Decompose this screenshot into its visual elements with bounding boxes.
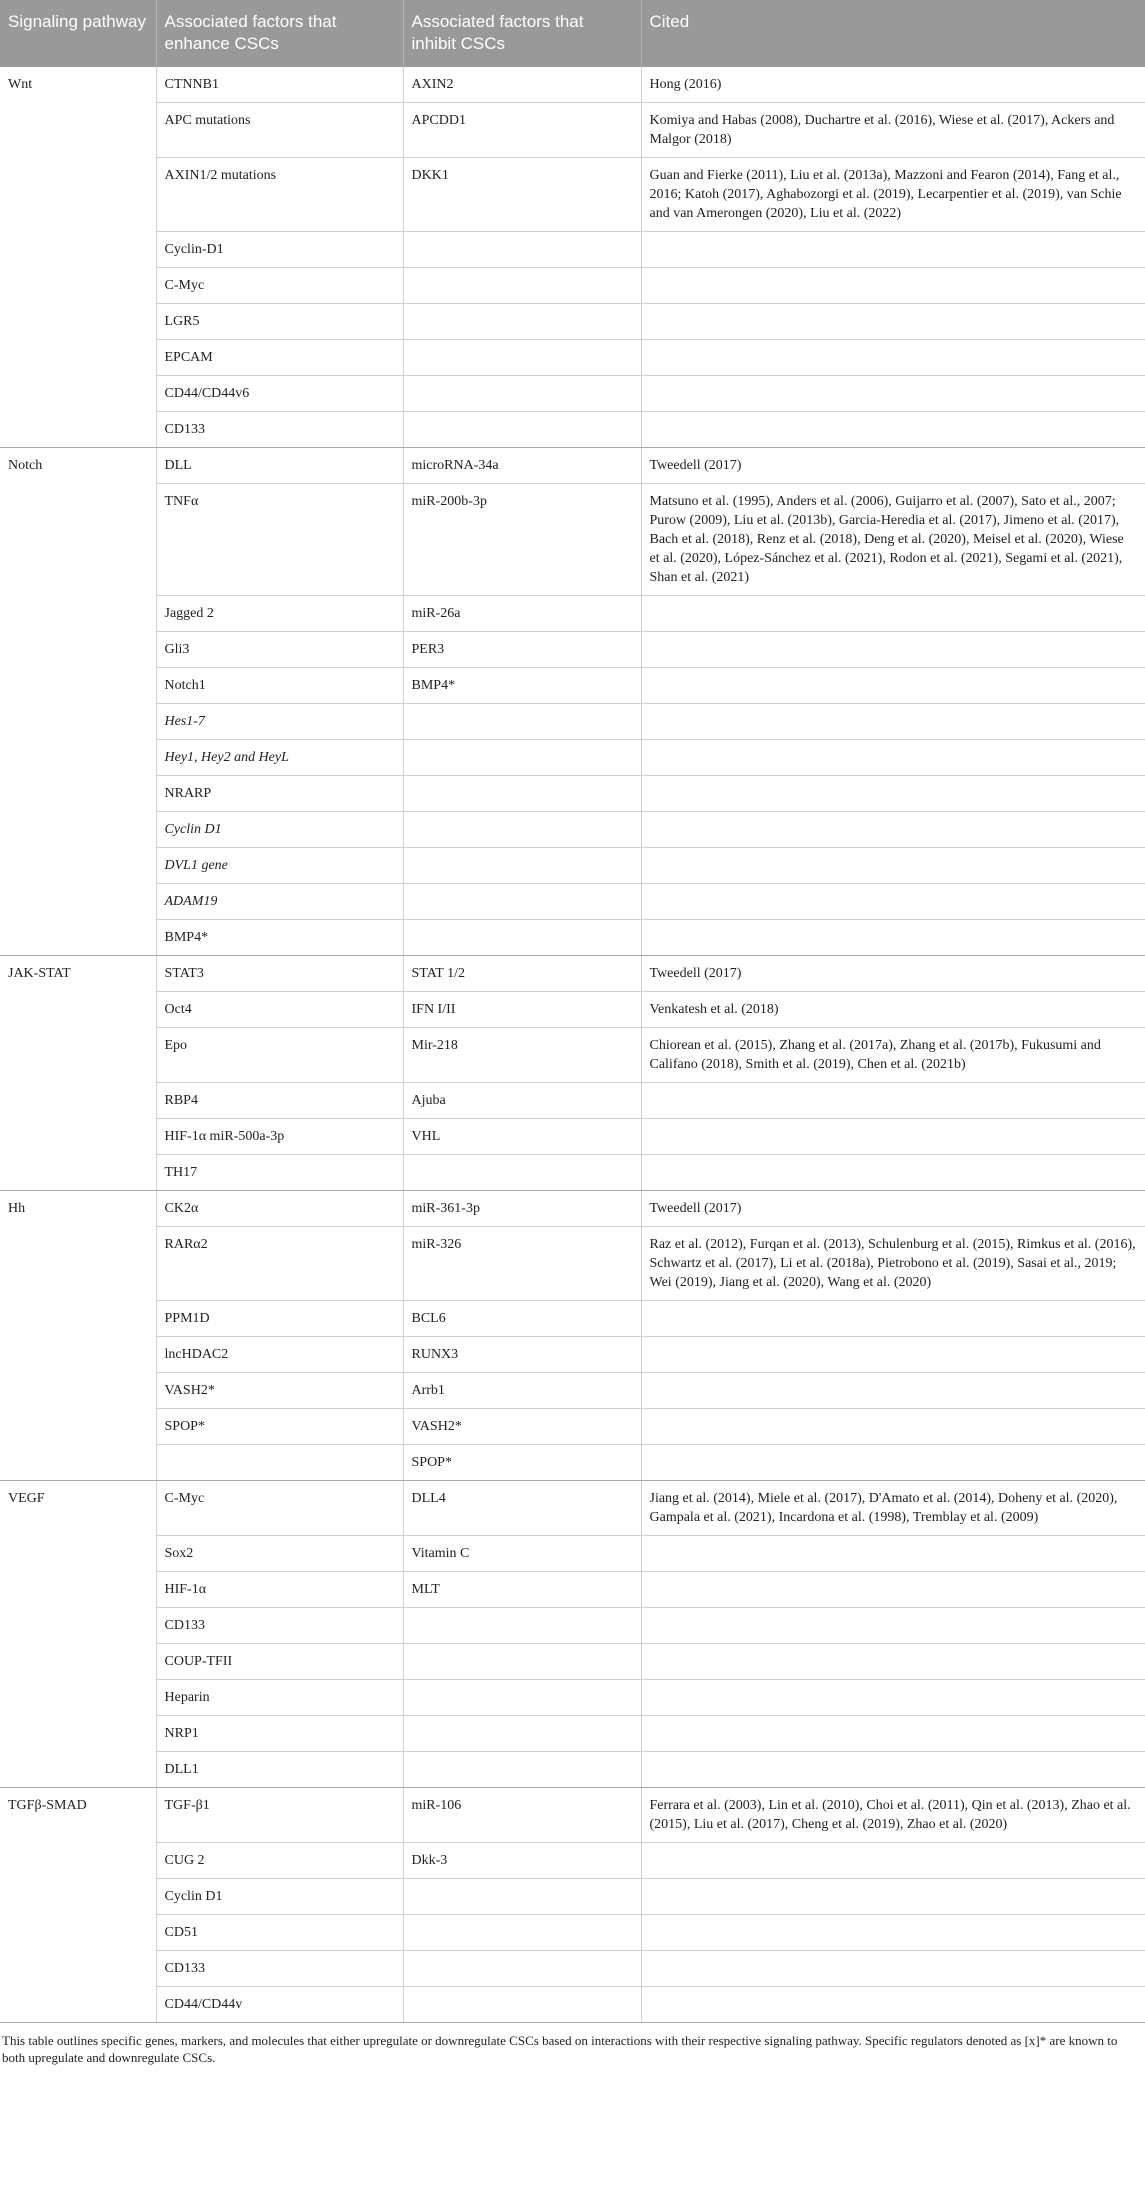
table-row	[0, 1788, 1145, 1843]
header-cited: Cited	[641, 0, 1145, 67]
enhance-cell: EPCAM	[156, 340, 403, 376]
inhibit-cell: Dkk-3	[403, 1843, 641, 1879]
cited-cell: Jiang et al. (2014), Miele et al. (2017), D'Amato et al. (2014), Doheny et al. (2020), Gampala et al. (2021), Incardona et al. (1998), Tremblay et al. (2009)	[641, 1481, 1145, 1536]
inhibit-cell	[403, 1716, 641, 1752]
header-row	[0, 0, 1145, 67]
enhance-cell: LGR5	[156, 304, 403, 340]
inhibit-cell	[403, 1644, 641, 1680]
cited-cell: Tweedell (2017)	[641, 1191, 1145, 1227]
cited-cell	[641, 1608, 1145, 1644]
enhance-cell	[156, 1445, 403, 1481]
cited-cell	[641, 1373, 1145, 1409]
pathway-cell: JAK-STAT	[0, 956, 156, 1191]
cited-cell	[641, 1879, 1145, 1915]
inhibit-cell: Mir-218	[403, 1028, 641, 1083]
cited-cell	[641, 884, 1145, 920]
cited-cell	[641, 1680, 1145, 1716]
inhibit-cell: miR-361-3p	[403, 1191, 641, 1227]
inhibit-cell	[403, 1752, 641, 1788]
inhibit-cell: miR-106	[403, 1788, 641, 1843]
cited-cell	[641, 668, 1145, 704]
inhibit-cell	[403, 1155, 641, 1191]
inhibit-cell	[403, 1879, 641, 1915]
enhance-cell: NRARP	[156, 776, 403, 812]
table-row	[0, 103, 1145, 158]
table-row	[0, 268, 1145, 304]
inhibit-cell	[403, 1608, 641, 1644]
inhibit-cell	[403, 268, 641, 304]
pathway-cell: Notch	[0, 448, 156, 956]
inhibit-cell	[403, 812, 641, 848]
cited-cell	[641, 412, 1145, 448]
pathway-cell: VEGF	[0, 1481, 156, 1788]
cited-cell: Ferrara et al. (2003), Lin et al. (2010), Choi et al. (2011), Qin et al. (2013), Zhao et al. (2015), Liu et al. (2017), Cheng et al. (2019), Zhao et al. (2020)	[641, 1788, 1145, 1843]
enhance-cell: TGF-β1	[156, 1788, 403, 1843]
inhibit-cell: MLT	[403, 1572, 641, 1608]
table-row	[0, 232, 1145, 268]
table-row	[0, 956, 1145, 992]
enhance-cell: Hes1-7	[156, 704, 403, 740]
table-row	[0, 1987, 1145, 2023]
table-row	[0, 1879, 1145, 1915]
inhibit-cell: PER3	[403, 632, 641, 668]
table-row	[0, 1644, 1145, 1680]
table-row	[0, 1752, 1145, 1788]
inhibit-cell	[403, 412, 641, 448]
cited-cell: Chiorean et al. (2015), Zhang et al. (2017a), Zhang et al. (2017b), Fukusumi and Califano (2018), Smith et al. (2019), Chen et al. (2021b)	[641, 1028, 1145, 1083]
enhance-cell: CD133	[156, 412, 403, 448]
enhance-cell: STAT3	[156, 956, 403, 992]
cited-cell	[641, 1409, 1145, 1445]
cited-cell: Raz et al. (2012), Furqan et al. (2013), Schulenburg et al. (2015), Rimkus et al. (2016), Schwartz et al. (2017), Li et al. (2018a), Pietrobono et al. (2019), Sasai et al., 2019; Wei (2019), Jiang et al. (2020), Wang et al. (2020)	[641, 1227, 1145, 1301]
enhance-cell: HIF-1α	[156, 1572, 403, 1608]
inhibit-cell: VHL	[403, 1119, 641, 1155]
cited-cell	[641, 704, 1145, 740]
cited-cell	[641, 1716, 1145, 1752]
cited-cell	[641, 1301, 1145, 1337]
enhance-cell: HIF-1α miR-500a-3p	[156, 1119, 403, 1155]
table-row	[0, 1409, 1145, 1445]
inhibit-cell	[403, 920, 641, 956]
enhance-cell: VASH2*	[156, 1373, 403, 1409]
cited-cell	[641, 776, 1145, 812]
enhance-cell: CK2α	[156, 1191, 403, 1227]
pathway-cell: Hh	[0, 1191, 156, 1481]
table-row	[0, 412, 1145, 448]
table-row	[0, 920, 1145, 956]
inhibit-cell	[403, 740, 641, 776]
cited-cell	[641, 1083, 1145, 1119]
table-row	[0, 1155, 1145, 1191]
table-row	[0, 1915, 1145, 1951]
inhibit-cell: microRNA-34a	[403, 448, 641, 484]
header-enhance: Associated factors that enhance CSCs	[156, 0, 403, 67]
table-body	[0, 67, 1145, 2023]
enhance-cell: CTNNB1	[156, 67, 403, 103]
table-row	[0, 1716, 1145, 1752]
table-row	[0, 632, 1145, 668]
cited-cell	[641, 340, 1145, 376]
enhance-cell: Hey1, Hey2 and HeyL	[156, 740, 403, 776]
enhance-cell: AXIN1/2 mutations	[156, 158, 403, 232]
table-row	[0, 158, 1145, 232]
table-row	[0, 1445, 1145, 1481]
inhibit-cell: miR-26a	[403, 596, 641, 632]
cited-cell	[641, 1445, 1145, 1481]
inhibit-cell: IFN I/II	[403, 992, 641, 1028]
cited-cell	[641, 1752, 1145, 1788]
table-row	[0, 1608, 1145, 1644]
table-row	[0, 340, 1145, 376]
cited-cell	[641, 1843, 1145, 1879]
enhance-cell: Epo	[156, 1028, 403, 1083]
table-row	[0, 1028, 1145, 1083]
enhance-cell: lncHDAC2	[156, 1337, 403, 1373]
table-row	[0, 1951, 1145, 1987]
enhance-cell: Gli3	[156, 632, 403, 668]
inhibit-cell: BCL6	[403, 1301, 641, 1337]
enhance-cell: ADAM19	[156, 884, 403, 920]
table-row	[0, 992, 1145, 1028]
table-row	[0, 1843, 1145, 1879]
table-row	[0, 67, 1145, 103]
enhance-cell: CD133	[156, 1951, 403, 1987]
enhance-cell: Jagged 2	[156, 596, 403, 632]
inhibit-cell: STAT 1/2	[403, 956, 641, 992]
inhibit-cell	[403, 776, 641, 812]
cited-cell	[641, 376, 1145, 412]
table-row	[0, 304, 1145, 340]
inhibit-cell: miR-200b-3p	[403, 484, 641, 596]
cited-cell	[641, 1536, 1145, 1572]
inhibit-cell: APCDD1	[403, 103, 641, 158]
inhibit-cell: DKK1	[403, 158, 641, 232]
enhance-cell: CD133	[156, 1608, 403, 1644]
inhibit-cell: Vitamin C	[403, 1536, 641, 1572]
table-row	[0, 376, 1145, 412]
table-row	[0, 1680, 1145, 1716]
inhibit-cell: Ajuba	[403, 1083, 641, 1119]
cited-cell	[641, 848, 1145, 884]
enhance-cell: DVL1 gene	[156, 848, 403, 884]
cited-cell	[641, 1951, 1145, 1987]
table-row	[0, 1119, 1145, 1155]
table-row	[0, 812, 1145, 848]
table-row	[0, 740, 1145, 776]
cited-cell	[641, 1644, 1145, 1680]
inhibit-cell: SPOP*	[403, 1445, 641, 1481]
table-row	[0, 1337, 1145, 1373]
table-row	[0, 484, 1145, 596]
inhibit-cell: miR-326	[403, 1227, 641, 1301]
table-row	[0, 1536, 1145, 1572]
table-row	[0, 1301, 1145, 1337]
inhibit-cell: DLL4	[403, 1481, 641, 1536]
cited-cell	[641, 1155, 1145, 1191]
header-signaling-pathway: Signaling pathway	[0, 0, 156, 67]
pathway-cell: Wnt	[0, 67, 156, 448]
enhance-cell: Heparin	[156, 1680, 403, 1716]
cited-cell	[641, 268, 1145, 304]
enhance-cell: CD44/CD44v6	[156, 376, 403, 412]
table-footnote: This table outlines specific genes, markers, and molecules that either upregulate or downregulate CSCs based on interactions with their respective signaling pathway. Specific regulators denoted as [x]* are known to both upregulate and downregulate CSCs.	[2, 2033, 1118, 2065]
table-row	[0, 668, 1145, 704]
enhance-cell: Notch1	[156, 668, 403, 704]
cited-cell	[641, 232, 1145, 268]
enhance-cell: TH17	[156, 1155, 403, 1191]
inhibit-cell: BMP4*	[403, 668, 641, 704]
inhibit-cell: VASH2*	[403, 1409, 641, 1445]
header-inhibit: Associated factors that inhibit CSCs	[403, 0, 641, 67]
table-row	[0, 596, 1145, 632]
pathway-cell: TGFβ-SMAD	[0, 1788, 156, 2023]
inhibit-cell: AXIN2	[403, 67, 641, 103]
cited-cell	[641, 596, 1145, 632]
enhance-cell: DLL	[156, 448, 403, 484]
enhance-cell: DLL1	[156, 1752, 403, 1788]
table-row	[0, 848, 1145, 884]
inhibit-cell	[403, 376, 641, 412]
inhibit-cell	[403, 848, 641, 884]
cited-cell: Hong (2016)	[641, 67, 1145, 103]
cited-cell	[641, 304, 1145, 340]
enhance-cell: PPM1D	[156, 1301, 403, 1337]
enhance-cell: C-Myc	[156, 268, 403, 304]
inhibit-cell	[403, 304, 641, 340]
cited-cell	[641, 1572, 1145, 1608]
enhance-cell: Oct4	[156, 992, 403, 1028]
cited-cell: Tweedell (2017)	[641, 448, 1145, 484]
enhance-cell: COUP-TFII	[156, 1644, 403, 1680]
enhance-cell: NRP1	[156, 1716, 403, 1752]
enhance-cell: Cyclin D1	[156, 812, 403, 848]
table-row	[0, 1572, 1145, 1608]
enhance-cell: C-Myc	[156, 1481, 403, 1536]
table-row	[0, 704, 1145, 740]
enhance-cell: CD44/CD44v	[156, 1987, 403, 2023]
inhibit-cell	[403, 1987, 641, 2023]
enhance-cell: RBP4	[156, 1083, 403, 1119]
table-row	[0, 1481, 1145, 1536]
enhance-cell: APC mutations	[156, 103, 403, 158]
enhance-cell: CD51	[156, 1915, 403, 1951]
enhance-cell: Cyclin-D1	[156, 232, 403, 268]
cited-cell	[641, 812, 1145, 848]
enhance-cell: CUG 2	[156, 1843, 403, 1879]
table-row	[0, 1373, 1145, 1409]
cited-cell	[641, 740, 1145, 776]
inhibit-cell: Arrb1	[403, 1373, 641, 1409]
inhibit-cell	[403, 1951, 641, 1987]
table-row	[0, 1191, 1145, 1227]
cited-cell	[641, 1915, 1145, 1951]
table-row	[0, 448, 1145, 484]
table-row	[0, 776, 1145, 812]
cited-cell	[641, 1119, 1145, 1155]
inhibit-cell	[403, 884, 641, 920]
table-row	[0, 1083, 1145, 1119]
cited-cell	[641, 920, 1145, 956]
enhance-cell: RARα2	[156, 1227, 403, 1301]
table-row	[0, 884, 1145, 920]
cited-cell: Tweedell (2017)	[641, 956, 1145, 992]
enhance-cell: Cyclin D1	[156, 1879, 403, 1915]
cited-cell: Komiya and Habas (2008), Duchartre et al. (2016), Wiese et al. (2017), Ackers and Malgor (2018)	[641, 103, 1145, 158]
cited-cell	[641, 632, 1145, 668]
enhance-cell: TNFα	[156, 484, 403, 596]
inhibit-cell	[403, 704, 641, 740]
enhance-cell: SPOP*	[156, 1409, 403, 1445]
table-row	[0, 1227, 1145, 1301]
inhibit-cell	[403, 340, 641, 376]
inhibit-cell	[403, 1680, 641, 1716]
cited-cell: Guan and Fierke (2011), Liu et al. (2013a), Mazzoni and Fearon (2014), Fang et al., 2016; Katoh (2017), Aghabozorgi et al. (2019), Lecarpentier et al. (2019), van Schie and van Amerongen (2020), Liu et al. (2022)	[641, 158, 1145, 232]
cited-cell	[641, 1987, 1145, 2023]
inhibit-cell	[403, 1915, 641, 1951]
enhance-cell: BMP4*	[156, 920, 403, 956]
inhibit-cell: RUNX3	[403, 1337, 641, 1373]
inhibit-cell	[403, 232, 641, 268]
cited-cell: Matsuno et al. (1995), Anders et al. (2006), Guijarro et al. (2007), Sato et al., 2007; Purow (2009), Liu et al. (2013b), Garcia-Heredia et al. (2017), Jimeno et al. (2017), Bach et al. (2018), Renz et al. (2018), Deng et al. (2020), Meisel et al. (2020), Wiese et al. (2020), López-Sánchez et al. (2021), Rodon et al. (2021), Segami et al. (2021), Shan et al. (2021)	[641, 484, 1145, 596]
cited-cell	[641, 1337, 1145, 1373]
enhance-cell: Sox2	[156, 1536, 403, 1572]
cited-cell: Venkatesh et al. (2018)	[641, 992, 1145, 1028]
